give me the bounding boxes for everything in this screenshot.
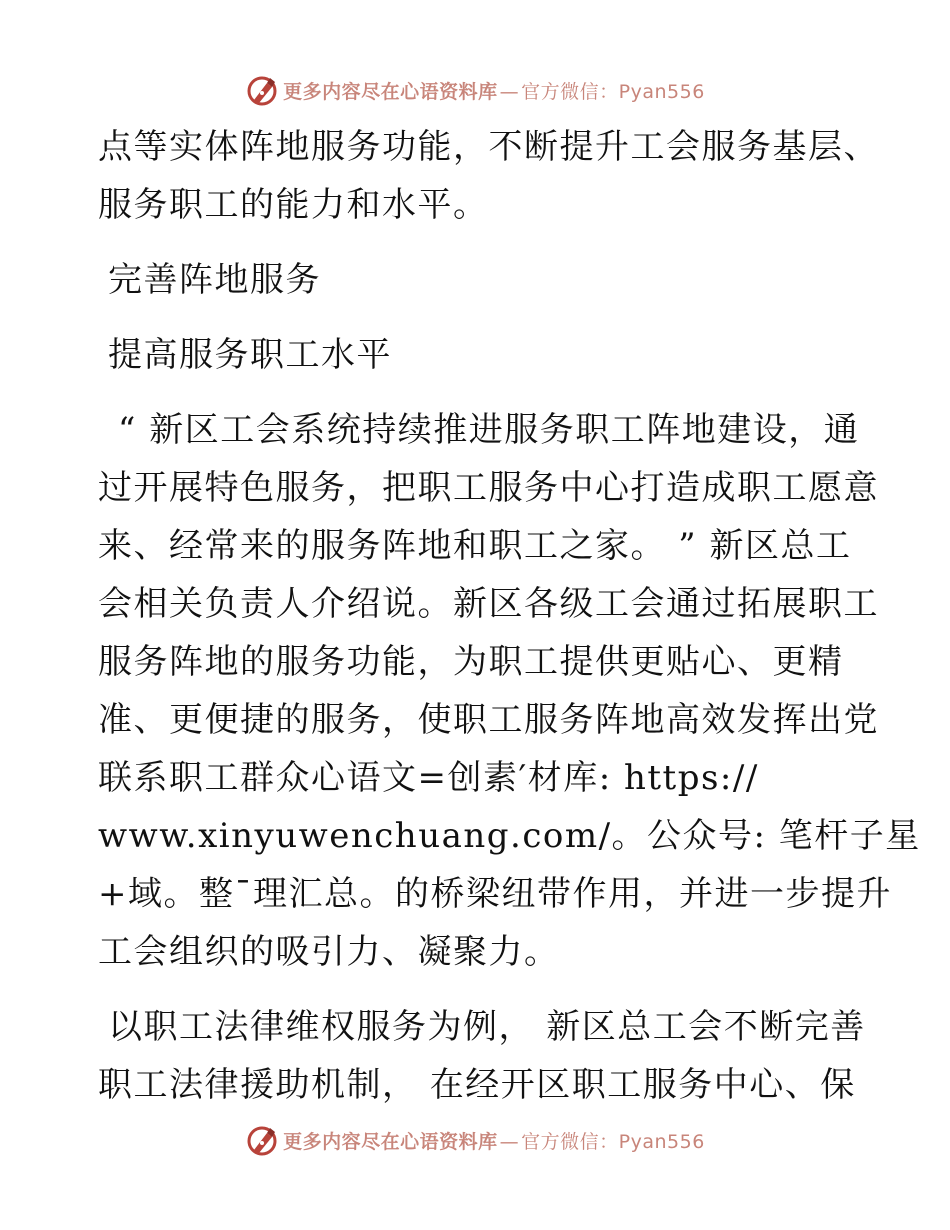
- section-heading-1: 完善阵地服务: [108, 260, 321, 300]
- section-heading-2: 提高服务职工水平: [108, 335, 392, 375]
- text-line: +域。整¯理汇总。的桥梁纽带作用，并进一步提升: [98, 874, 892, 914]
- footer-watermark: [0, 1122, 950, 1158]
- paragraph-quote: [98, 401, 858, 459]
- text-line: 服务阵地的服务功能，为职工提供更贴心、更精: [98, 642, 844, 682]
- paragraph-intro: [98, 118, 879, 234]
- text-line: 准、更便捷的服务，使职工服务阵地高效发挥出党: [98, 700, 879, 740]
- text-line: “ 新区工会系统持续推进服务职工阵地建设，通: [118, 410, 860, 450]
- paragraph-legal: [98, 998, 866, 1056]
- text-line: 点等实体阵地服务功能，不断提升工会服务基层、: [98, 127, 879, 167]
- watermark-dash: —: [499, 80, 520, 103]
- text-line: 职工法律援助机制， 在经开区职工服务中心、保: [98, 1065, 856, 1105]
- pen-logo-icon: [245, 1123, 279, 1157]
- watermark-wechat: 官方微信：Pyan556: [521, 80, 705, 103]
- watermark-text: [283, 77, 705, 104]
- header-watermark: [0, 72, 950, 108]
- text-line: 过开展特色服务，把职工服务中心打造成职工愿意: [98, 468, 879, 508]
- text-line: 以职工法律维权服务为例， 新区总工会不断完善: [108, 1007, 866, 1047]
- watermark-dash: —: [499, 1130, 520, 1153]
- text-line: 会相关负责人介绍说。新区各级工会通过拓展职工: [98, 584, 879, 624]
- text-line: 联系职工群众心语文=创素′材库: https://: [98, 758, 759, 798]
- text-line: www.xinyuwenchuang.com/。公众号: 笔杆子星: [98, 816, 921, 856]
- text-line: 工会组织的吸引力、凝聚力。: [98, 932, 560, 972]
- watermark-text: [283, 1127, 705, 1154]
- pen-logo-icon: [245, 73, 279, 107]
- text-line: 来、经常来的服务阵地和职工之家。 ” 新区总工: [98, 526, 852, 566]
- document-body: [98, 118, 921, 1114]
- text-line: 服务职工的能力和水平。: [98, 185, 489, 225]
- watermark-lead: 更多内容尽在心语资料库: [283, 80, 498, 103]
- paragraph-legal-cont: [98, 1056, 858, 1114]
- watermark-lead: 更多内容尽在心语资料库: [283, 1130, 498, 1153]
- watermark-wechat: 官方微信：Pyan556: [521, 1130, 705, 1153]
- paragraph-quote-cont: [98, 459, 921, 981]
